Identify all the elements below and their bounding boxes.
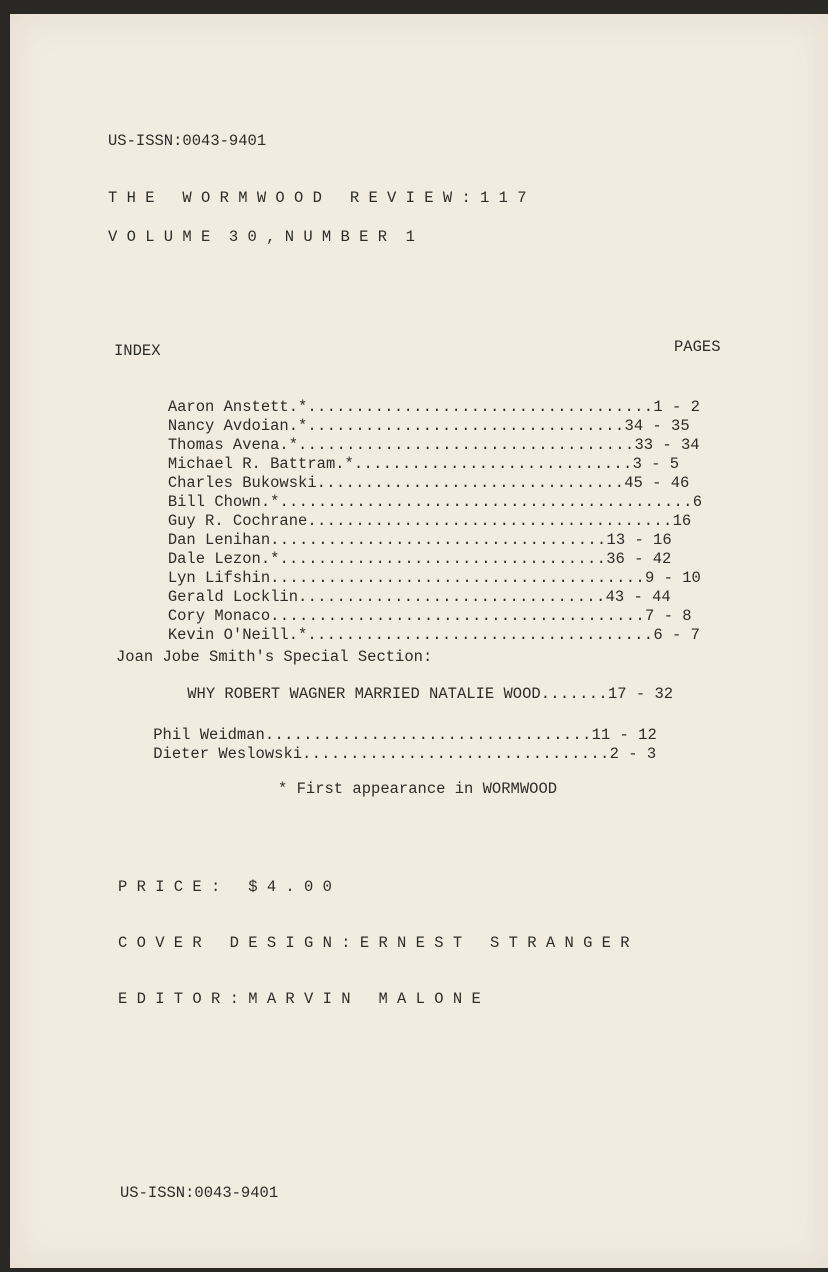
entry-pages: 11 - 12 bbox=[591, 726, 657, 744]
entry-pages: 3 - 5 bbox=[632, 455, 680, 473]
page-sheet bbox=[10, 14, 828, 1268]
entry-pages: 36 - 42 bbox=[606, 550, 672, 568]
leader-dots: ................................... bbox=[270, 531, 607, 549]
leader-dots: .................................... bbox=[307, 626, 654, 644]
leader-dots: ...................................... bbox=[307, 512, 673, 530]
entry-pages: 6 bbox=[692, 493, 703, 511]
leader-dots: ............................. bbox=[353, 455, 633, 473]
entry-pages: 7 - 8 bbox=[645, 607, 692, 625]
leader-dots: ................................ bbox=[298, 588, 606, 606]
leader-dots: .................................. bbox=[279, 550, 607, 568]
journal-title: T H E W O R M W O O D R E V I E W : 1 1 7 bbox=[108, 189, 527, 207]
pages-heading: PAGES bbox=[674, 338, 721, 356]
entry-name: Nancy Avdoian.* bbox=[167, 417, 308, 435]
entry-name: Cory Monaco bbox=[167, 607, 271, 625]
leader-dots: ................................ bbox=[302, 745, 610, 763]
entry-name: Lyn Lifshin bbox=[167, 569, 271, 587]
entry-pages: 16 bbox=[672, 512, 692, 530]
entry-name: Kevin O'Neill.* bbox=[167, 626, 308, 644]
footnote: * First appearance in WORMWOOD bbox=[278, 780, 558, 798]
price: P R I C E : $ 4 . 0 0 bbox=[118, 878, 332, 896]
editor: E D I T O R : M A R V I N M A L O N E bbox=[118, 990, 481, 1008]
entry-pages: 45 - 46 bbox=[624, 474, 690, 492]
special-section-title: WHY ROBERT WAGNER MARRIED NATALIE WOOD bbox=[187, 685, 541, 703]
entry-name: Dan Lenihan bbox=[167, 531, 271, 549]
volume-number: V O L U M E 3 0 , N U M B E R 1 bbox=[108, 228, 415, 246]
entry-name: Bill Chown.* bbox=[167, 493, 280, 511]
entry-pages: 6 - 7 bbox=[653, 626, 700, 644]
entry-name: Phil Weidman bbox=[153, 726, 265, 744]
entry-pages: 43 - 44 bbox=[605, 588, 671, 606]
entry-pages: 1 - 2 bbox=[653, 398, 700, 416]
leader-dots: ................................... bbox=[298, 436, 635, 454]
leader-dots: .................................. bbox=[264, 726, 592, 744]
cover-design: C O V E R D E S I G N : E R N E S T S T R A N G E R bbox=[118, 934, 630, 952]
entry-name: Thomas Avena.* bbox=[167, 436, 299, 454]
entry-pages: 33 - 34 bbox=[634, 436, 700, 454]
entry-pages: 2 - 3 bbox=[609, 745, 657, 763]
index-heading: INDEX bbox=[114, 342, 161, 360]
leader-dots: ........................................... bbox=[279, 493, 693, 511]
entry-name: Michael R. Battram.* bbox=[167, 455, 354, 473]
entry-name: Guy R. Cochrane bbox=[167, 512, 308, 530]
leader-dots: ....... bbox=[540, 685, 608, 703]
leader-dots: .................................... bbox=[307, 398, 654, 416]
index-entry bbox=[116, 727, 656, 781]
entry-name: Gerald Locklin bbox=[167, 588, 299, 606]
entry-name: Dieter Weslowski bbox=[153, 745, 303, 763]
entry-name: Charles Bukowski bbox=[167, 474, 317, 492]
leader-dots: ....................................... bbox=[270, 607, 645, 625]
entry-pages: 13 - 16 bbox=[606, 531, 672, 549]
leader-dots: ....................................... bbox=[270, 569, 645, 587]
special-section-heading: Joan Jobe Smith's Special Section: bbox=[116, 648, 433, 666]
leader-dots: ................................. bbox=[307, 417, 625, 435]
leader-dots: ................................ bbox=[316, 474, 625, 492]
entry-pages: 34 - 35 bbox=[624, 417, 690, 435]
issn-top: US-ISSN:0043-9401 bbox=[108, 132, 267, 150]
entry-pages: 17 - 32 bbox=[607, 685, 674, 703]
issn-bottom: US-ISSN:0043-9401 bbox=[120, 1184, 279, 1202]
entry-name: Aaron Anstett.* bbox=[167, 398, 308, 416]
entry-pages: 9 - 10 bbox=[645, 569, 701, 587]
entry-name: Dale Lezon.* bbox=[167, 550, 280, 568]
